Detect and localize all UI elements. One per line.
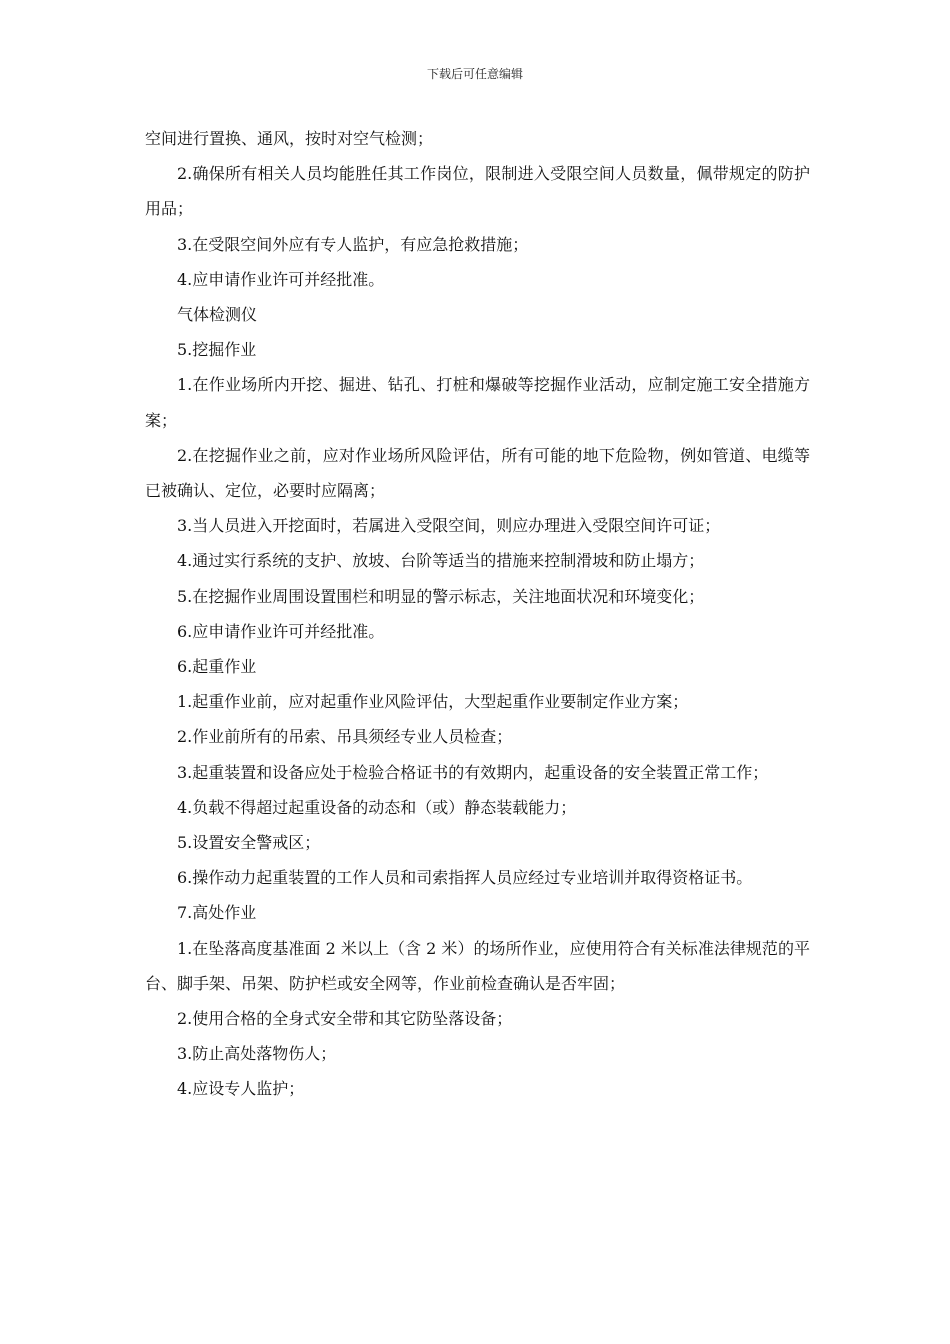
paragraph: 1.在坠落高度基准面 2 米以上（含 2 米）的场所作业，应使用符合有关标准法律规范的平台、脚手架、吊架、防护栏或安全网等，作业前检查确认是否牢固； — [145, 938, 810, 993]
paragraph: 3.当人员进入开挖面时，若属进入受限空间，则应办理进入受限空间许可证； — [177, 516, 721, 536]
paragraph: 4.应申请作业许可并经批准。 — [177, 269, 385, 289]
paragraph: 2.在挖掘作业之前，应对作业场所风险评估，所有可能的地下危险物，例如管道、电缆等已被确认、定位，必要时应隔离； — [145, 445, 810, 501]
paragraph: 5.在挖掘作业周围设置围栏和明显的警示标志，关注地面状况和环境变化； — [177, 586, 705, 606]
paragraph: 2.作业前所有的吊索、吊具须经专业人员检查； — [177, 727, 513, 747]
paragraph: 5.设置安全警戒区； — [177, 833, 321, 853]
paragraph: 3.起重装置和设备应处于检验合格证书的有效期内，起重设备的安全装置正常工作； — [177, 762, 769, 782]
paragraph: 2.确保所有相关人员均能胜任其工作岗位，限制进入受限空间人员数量，佩带规定的防护用品； — [145, 164, 810, 219]
paragraph: 空间进行置换、通风，按时对空气检测； — [145, 129, 434, 148]
paragraph: 气体检测仪 — [177, 305, 258, 325]
paragraph: 3.在受限空间外应有专人监护，有应急抢救措施； — [177, 234, 529, 254]
paragraph: 6.应申请作业许可并经批准。 — [177, 621, 385, 641]
section-heading: 6.起重作业 — [177, 657, 257, 677]
document-body — [145, 121, 810, 1107]
paragraph: 3.防止高处落物伤人； — [177, 1044, 337, 1064]
section-heading: 5.挖掘作业 — [177, 340, 257, 360]
paragraph: 6.操作动力起重装置的工作人员和司索指挥人员应经过专业培训并取得资格证书。 — [177, 868, 753, 888]
section-heading: 7.高处作业 — [177, 903, 257, 923]
paragraph: 4.通过实行系统的支护、放坡、台阶等适当的措施来控制滑坡和防止塌方； — [177, 551, 705, 571]
paragraph: 4.负载不得超过起重设备的动态和（或）静态装载能力； — [177, 797, 577, 817]
paragraph: 4.应设专人监护； — [177, 1079, 305, 1099]
page-header: 下载后可任意编辑 — [426, 67, 523, 81]
paragraph: 2.使用合格的全身式安全带和其它防坠落设备； — [177, 1009, 513, 1029]
paragraph: 1.起重作业前，应对起重作业风险评估，大型起重作业要制定作业方案； — [177, 692, 689, 712]
paragraph: 1.在作业场所内开挖、掘进、钻孔、打桩和爆破等挖掘作业活动，应制定施工安全措施方案； — [145, 375, 810, 430]
